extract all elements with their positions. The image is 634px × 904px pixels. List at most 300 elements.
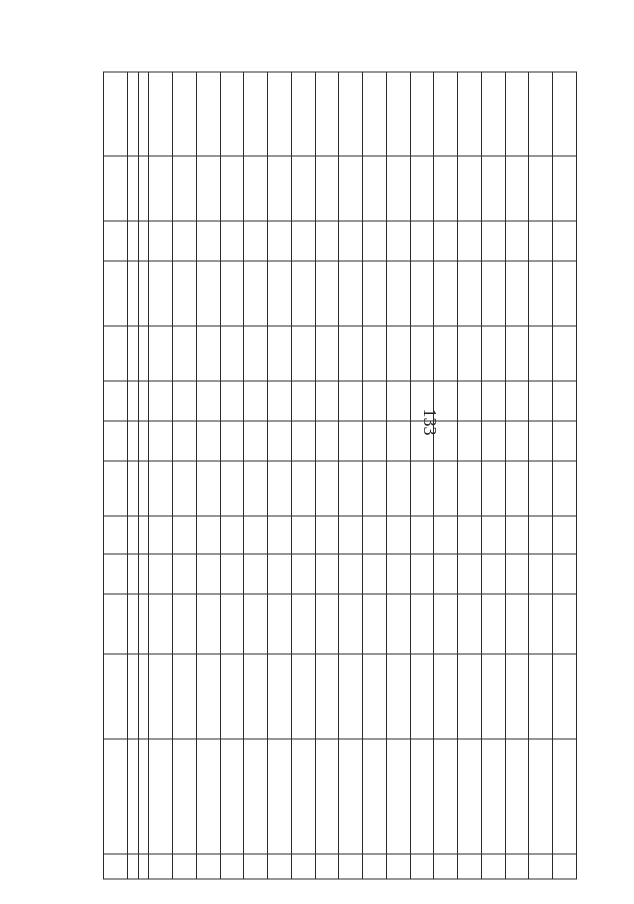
table-cell	[149, 554, 173, 594]
table-cell	[173, 156, 197, 221]
table-cell	[220, 156, 244, 221]
table-cell	[173, 261, 197, 326]
table-cell	[220, 516, 244, 554]
table-cell	[553, 261, 577, 326]
table-cell	[138, 326, 149, 381]
table-cell	[458, 739, 482, 854]
table-cell	[386, 221, 410, 261]
table-cell	[149, 156, 173, 221]
table-cell	[458, 261, 482, 326]
table-cell	[386, 516, 410, 554]
table-cell	[149, 221, 173, 261]
table-cell	[553, 461, 577, 516]
table-cell	[529, 854, 553, 879]
table-cell	[458, 654, 482, 739]
table-cell	[268, 221, 292, 261]
table-cell	[315, 421, 339, 461]
table-cell	[173, 72, 197, 156]
table-cell	[339, 156, 363, 221]
table-cell	[410, 854, 434, 879]
table-cell	[244, 421, 268, 461]
table-cell	[149, 261, 173, 326]
table-row	[553, 72, 577, 879]
table-cell	[244, 221, 268, 261]
table-cell	[434, 516, 458, 554]
table-cell	[220, 554, 244, 594]
table-cell	[529, 654, 553, 739]
table-cell	[505, 326, 529, 381]
table-cell	[268, 461, 292, 516]
table-cell	[386, 654, 410, 739]
table-cell	[339, 326, 363, 381]
table-cell	[104, 739, 128, 854]
table-cell	[196, 854, 220, 879]
table-cell	[149, 516, 173, 554]
table-cell	[291, 654, 315, 739]
table-cell	[138, 554, 149, 594]
table-cell	[339, 654, 363, 739]
table-cell	[529, 261, 553, 326]
table-cell	[268, 72, 292, 156]
table-cell	[481, 381, 505, 421]
table-cell	[127, 739, 138, 854]
table-cell	[505, 739, 529, 854]
register-table	[103, 72, 577, 880]
table-cell	[529, 516, 553, 554]
table-cell	[220, 461, 244, 516]
table-cell	[363, 594, 387, 654]
table-cell	[138, 516, 149, 554]
table-cell	[291, 554, 315, 594]
table-cell	[291, 739, 315, 854]
table-cell	[386, 156, 410, 221]
table-cell	[104, 461, 128, 516]
table-cell	[315, 221, 339, 261]
table-cell	[104, 326, 128, 381]
table-cell	[173, 421, 197, 461]
table-cell	[244, 554, 268, 594]
table-cell	[458, 156, 482, 221]
table-cell	[363, 739, 387, 854]
table-cell	[138, 381, 149, 421]
table-cell	[553, 156, 577, 221]
table-header-row	[104, 72, 128, 879]
table-cell	[386, 72, 410, 156]
table-cell	[127, 594, 138, 654]
table-row	[244, 72, 268, 879]
table-cell	[363, 156, 387, 221]
table-cell	[505, 221, 529, 261]
table-cell	[505, 461, 529, 516]
table-cell	[315, 554, 339, 594]
table-cell	[434, 381, 458, 421]
table-cell	[244, 594, 268, 654]
table-cell	[339, 516, 363, 554]
table-cell	[339, 854, 363, 879]
table-cell	[138, 72, 149, 156]
table-row	[410, 72, 434, 879]
register-table-wrapper	[103, 73, 577, 880]
table-cell	[196, 594, 220, 654]
table-cell	[363, 221, 387, 261]
table-cell	[458, 326, 482, 381]
table-cell	[268, 554, 292, 594]
table-cell	[149, 72, 173, 156]
table-cell	[315, 261, 339, 326]
table-cell	[410, 739, 434, 854]
table-row	[363, 72, 387, 879]
table-cell	[363, 854, 387, 879]
table-cell	[434, 461, 458, 516]
table-cell	[291, 516, 315, 554]
table-cell	[481, 554, 505, 594]
table-cell	[363, 72, 387, 156]
table-row	[529, 72, 553, 879]
table-cell	[434, 421, 458, 461]
table-cell	[291, 156, 315, 221]
table-cell	[553, 854, 577, 879]
table-cell	[220, 221, 244, 261]
table-cell	[410, 516, 434, 554]
table-cell	[268, 854, 292, 879]
table-cell	[127, 854, 138, 879]
table-cell	[553, 516, 577, 554]
page-number: 133	[420, 408, 440, 436]
table-cell	[220, 261, 244, 326]
table-cell	[315, 654, 339, 739]
table-cell	[127, 461, 138, 516]
table-cell	[173, 221, 197, 261]
table-cell	[481, 654, 505, 739]
table-cell	[529, 421, 553, 461]
table-cell	[104, 516, 128, 554]
table-cell	[104, 554, 128, 594]
table-cell	[149, 654, 173, 739]
table-cell	[196, 421, 220, 461]
table-cell	[339, 72, 363, 156]
table-cell	[220, 72, 244, 156]
table-cell	[434, 156, 458, 221]
table-cell	[386, 461, 410, 516]
table-row	[291, 72, 315, 879]
table-cell	[529, 326, 553, 381]
table-cell	[315, 594, 339, 654]
table-cell	[291, 381, 315, 421]
table-cell	[127, 554, 138, 594]
table-cell	[220, 654, 244, 739]
table-cell	[529, 156, 553, 221]
table-cell	[291, 594, 315, 654]
table-cell	[505, 554, 529, 594]
table-cell	[173, 594, 197, 654]
table-cell	[244, 854, 268, 879]
table-cell	[363, 261, 387, 326]
table-cell	[410, 421, 434, 461]
table-cell	[386, 381, 410, 421]
table-cell	[481, 516, 505, 554]
table-cell	[481, 594, 505, 654]
table-cell	[220, 594, 244, 654]
table-cell	[268, 654, 292, 739]
table-cell	[410, 594, 434, 654]
table-cell	[104, 854, 128, 879]
table-cell	[410, 261, 434, 326]
table-cell	[339, 739, 363, 854]
table-cell	[339, 381, 363, 421]
table-cell	[553, 739, 577, 854]
table-cell	[173, 461, 197, 516]
table-cell	[386, 261, 410, 326]
table-cell	[458, 554, 482, 594]
table-cell	[196, 156, 220, 221]
table-cell	[268, 261, 292, 326]
table-cell	[127, 326, 138, 381]
table-cell	[481, 221, 505, 261]
table-cell	[505, 421, 529, 461]
table-cell	[481, 326, 505, 381]
table-cell	[458, 854, 482, 879]
table-cell	[196, 381, 220, 421]
table-cell	[363, 516, 387, 554]
table-row	[173, 72, 197, 879]
table-cell	[196, 72, 220, 156]
table-row	[458, 72, 482, 879]
table-cell	[481, 461, 505, 516]
table-cell	[291, 261, 315, 326]
table-cell	[220, 381, 244, 421]
table-cell	[553, 554, 577, 594]
table-cell	[505, 516, 529, 554]
table-cell	[127, 381, 138, 421]
table-cell	[220, 421, 244, 461]
table-cell	[481, 854, 505, 879]
table-cell	[173, 381, 197, 421]
table-cell	[410, 72, 434, 156]
table-cell	[104, 156, 128, 221]
table-cell	[434, 221, 458, 261]
table-cell	[104, 381, 128, 421]
table-cell	[149, 739, 173, 854]
table-cell	[434, 72, 458, 156]
table-cell	[363, 461, 387, 516]
table-cell	[410, 554, 434, 594]
table-cell	[127, 156, 138, 221]
table-cell	[529, 381, 553, 421]
table-cell	[315, 739, 339, 854]
table-cell	[529, 594, 553, 654]
table-cell	[127, 654, 138, 739]
table-cell	[553, 654, 577, 739]
table-cell	[149, 461, 173, 516]
table-cell	[315, 156, 339, 221]
table-cell	[104, 72, 128, 156]
table-cell	[149, 854, 173, 879]
table-cell	[173, 516, 197, 554]
table-cell	[173, 654, 197, 739]
table-cell	[104, 261, 128, 326]
table-row	[268, 72, 292, 879]
table-row	[196, 72, 220, 879]
table-cell	[458, 72, 482, 156]
table-cell	[244, 516, 268, 554]
table-cell	[196, 739, 220, 854]
table-cell	[268, 739, 292, 854]
table-cell	[244, 261, 268, 326]
table-cell	[458, 221, 482, 261]
table-cell	[339, 461, 363, 516]
table-cell	[244, 72, 268, 156]
table-cell	[505, 381, 529, 421]
table-cell	[291, 854, 315, 879]
table-cell	[481, 739, 505, 854]
table-header-row	[138, 72, 149, 879]
table-cell	[386, 594, 410, 654]
table-cell	[291, 421, 315, 461]
table-cell	[315, 326, 339, 381]
table-cell	[220, 739, 244, 854]
table-cell	[138, 156, 149, 221]
table-cell	[505, 156, 529, 221]
table-cell	[553, 326, 577, 381]
table-cell	[410, 221, 434, 261]
table-cell	[553, 221, 577, 261]
table-row	[220, 72, 244, 879]
table-cell	[529, 72, 553, 156]
table-cell	[291, 221, 315, 261]
table-cell	[196, 516, 220, 554]
table-cell	[220, 854, 244, 879]
table-cell	[410, 654, 434, 739]
table-cell	[149, 421, 173, 461]
table-cell	[138, 854, 149, 879]
table-cell	[149, 594, 173, 654]
table-row	[149, 72, 173, 879]
table-cell	[315, 461, 339, 516]
table-cell	[196, 221, 220, 261]
table-cell	[173, 854, 197, 879]
table-cell	[553, 381, 577, 421]
table-row	[386, 72, 410, 879]
table-cell	[553, 72, 577, 156]
table-cell	[220, 326, 244, 381]
table-cell	[138, 261, 149, 326]
table-cell	[553, 594, 577, 654]
table-cell	[268, 156, 292, 221]
table-cell	[244, 381, 268, 421]
table-cell	[104, 594, 128, 654]
table-cell	[529, 739, 553, 854]
table-cell	[127, 421, 138, 461]
table-cell	[196, 326, 220, 381]
table-cell	[244, 739, 268, 854]
table-row	[434, 72, 458, 879]
table-cell	[434, 326, 458, 381]
table-cell	[363, 421, 387, 461]
table-cell	[138, 421, 149, 461]
table-cell	[138, 221, 149, 261]
table-cell	[244, 654, 268, 739]
table-cell	[244, 461, 268, 516]
table-cell	[458, 461, 482, 516]
table-cell	[434, 654, 458, 739]
table-cell	[434, 261, 458, 326]
table-cell	[196, 261, 220, 326]
table-cell	[268, 516, 292, 554]
table-cell	[339, 594, 363, 654]
table-cell	[481, 261, 505, 326]
table-cell	[339, 421, 363, 461]
table-row	[339, 72, 363, 879]
table-cell	[458, 594, 482, 654]
table-cell	[505, 72, 529, 156]
table-cell	[104, 221, 128, 261]
table-cell	[339, 221, 363, 261]
table-cell	[291, 326, 315, 381]
table-cell	[196, 654, 220, 739]
table-cell	[386, 554, 410, 594]
table-cell	[386, 739, 410, 854]
table-cell	[386, 421, 410, 461]
table-cell	[291, 72, 315, 156]
table-cell	[244, 326, 268, 381]
table-cell	[127, 516, 138, 554]
table-cell	[315, 854, 339, 879]
table-cell	[505, 594, 529, 654]
table-cell	[505, 854, 529, 879]
table-cell	[127, 261, 138, 326]
table-cell	[315, 381, 339, 421]
table-cell	[458, 516, 482, 554]
table-cell	[173, 326, 197, 381]
table-cell	[410, 156, 434, 221]
table-cell	[481, 72, 505, 156]
table-cell	[529, 554, 553, 594]
table-cell	[138, 461, 149, 516]
table-cell	[127, 72, 138, 156]
table-cell	[363, 326, 387, 381]
table-cell	[149, 326, 173, 381]
table-cell	[363, 654, 387, 739]
table-cell	[410, 326, 434, 381]
table-cell	[173, 739, 197, 854]
table-row	[315, 72, 339, 879]
table-cell	[553, 421, 577, 461]
table-cell	[363, 381, 387, 421]
table-cell	[505, 261, 529, 326]
table-cell	[410, 461, 434, 516]
table-row	[481, 72, 505, 879]
table-cell	[244, 156, 268, 221]
table-cell	[149, 381, 173, 421]
table-cell	[363, 554, 387, 594]
table-cell	[458, 421, 482, 461]
table-cell	[315, 516, 339, 554]
table-cell	[434, 739, 458, 854]
table-cell	[339, 261, 363, 326]
table-cell	[268, 326, 292, 381]
table-header-row	[127, 72, 138, 879]
table-cell	[458, 381, 482, 421]
table-cell	[481, 156, 505, 221]
table-row	[505, 72, 529, 879]
table-cell	[505, 654, 529, 739]
table-cell	[434, 854, 458, 879]
table-cell	[104, 421, 128, 461]
table-cell	[434, 554, 458, 594]
table-cell	[104, 654, 128, 739]
table-cell	[315, 72, 339, 156]
table-cell	[127, 221, 138, 261]
